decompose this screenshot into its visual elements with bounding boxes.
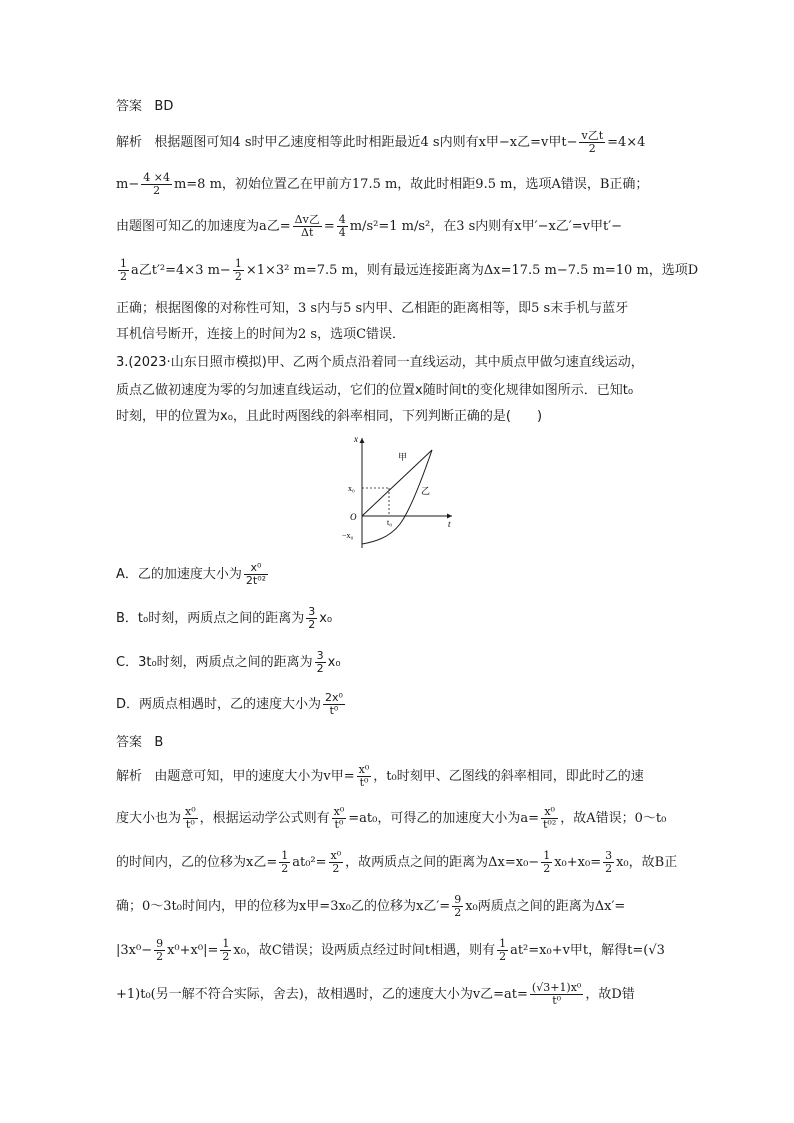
fraction (452, 894, 463, 919)
t-axis-label: t (448, 519, 451, 529)
frac-den: 2 (605, 862, 613, 875)
text: 正确；根据图像的对称性可知，3 s内与5 s内甲、乙相距的距离相等，即5 s末手机与蓝牙 (116, 301, 629, 316)
x-axis-arrow-icon (360, 438, 365, 443)
text: a乙t′²=4×3 m− (131, 263, 231, 278)
text: 的时间内，乙的位移为x乙= (116, 855, 278, 870)
frac-den: 2 (543, 862, 551, 875)
option-d[interactable] (116, 692, 347, 717)
analysis-1-text-1-tail: =4×4 (607, 135, 646, 150)
frac-den: 4 (338, 226, 346, 239)
text: ，根据运动学公式则有 (199, 811, 330, 826)
frac-den: 2 (588, 142, 596, 155)
frac-num: x⁰ (185, 805, 196, 818)
text: 3.(2023·山东日照市模拟)甲、乙两个质点沿着同一直线运动，其中质点甲做匀速直线运动， (116, 355, 644, 370)
text: 耳机信号断开，连接上的时间为2 s，选项C错误． (116, 327, 406, 342)
frac-den: t⁰² (543, 818, 557, 831)
question-3-line-3 (116, 408, 682, 426)
analysis-1-line-5 (116, 300, 682, 318)
origin-label: O (350, 512, 357, 522)
fraction (579, 130, 605, 155)
frac-num: 1 (120, 257, 127, 270)
answer-1-label: 答案 (116, 99, 143, 114)
answer-1-line (116, 98, 682, 116)
frac-den: t⁰ (359, 776, 369, 789)
text: ，故两质点之间的距离为Δx=x₀− (345, 855, 540, 870)
frac-den: 2 (153, 184, 161, 197)
frac-den: 2 (281, 862, 289, 875)
frac-den: 2 (454, 906, 462, 919)
fraction (233, 258, 244, 283)
frac-den: 2 (499, 950, 507, 963)
text: x₀，故C错误；设两质点经过时间t相遇，则有 (233, 943, 496, 958)
text: m− (116, 177, 140, 192)
option-a[interactable] (116, 562, 270, 587)
analysis-2-line-2 (116, 806, 682, 831)
frac-num: x⁰ (358, 763, 370, 776)
position-time-graph (340, 432, 456, 550)
text: x₀+x₀= (554, 855, 602, 870)
text: = (323, 219, 335, 234)
fraction (244, 562, 268, 587)
frac-num: 9 (454, 893, 462, 906)
frac-num: 4 (338, 213, 346, 226)
fraction (220, 938, 231, 963)
text: m/s²=1 m/s²，在3 s内则有x甲′−x乙′=v甲t′− (349, 219, 623, 234)
frac-den: 2 (332, 862, 340, 875)
analysis-1-line-6 (116, 326, 682, 344)
frac-num: 1 (281, 849, 289, 862)
analysis-2-line-1 (116, 764, 682, 789)
frac-den: 2 (316, 662, 324, 675)
analysis-2-label: 解析 (116, 769, 143, 784)
text: x₀，故B正 (616, 855, 678, 870)
frac-den: 2 (120, 270, 127, 283)
fraction (118, 258, 129, 283)
option-d-label: D．两质点相遇时，乙的速度大小为 (116, 697, 322, 712)
answer-1-value: BD (154, 99, 174, 114)
x0-label: x₀ (348, 484, 355, 493)
fraction (293, 214, 322, 239)
frac-num: x⁰ (541, 806, 558, 819)
fraction (541, 850, 552, 875)
frac-den: Δt (301, 226, 314, 239)
frac-num: 2x⁰ (325, 691, 343, 704)
option-b[interactable] (116, 606, 332, 631)
option-c[interactable] (116, 650, 341, 675)
frac-den: 2t⁰² (245, 574, 267, 587)
analysis-1-line-4 (116, 257, 699, 283)
fraction (332, 806, 347, 831)
frac-num: 4 ×4 (143, 171, 170, 184)
text: 确；0～3t₀时间内，甲的位移为x甲=3x₀乙的位移为x乙′= (116, 899, 451, 914)
fraction (603, 850, 614, 875)
frac-num: 3 (605, 849, 613, 862)
text: x⁰+x⁰|= (167, 943, 219, 958)
text: =at₀，可得乙的加速度大小为a= (348, 811, 540, 826)
fraction (183, 806, 198, 831)
frac-den: t⁰ (329, 704, 339, 717)
frac-den: 2 (222, 950, 230, 963)
fraction (337, 214, 348, 239)
text: ×1×3² m=7.5 m，则有最远连接距离为Δx=17.5 m−7.5 m=10 m，选项D (245, 263, 699, 278)
curve-yi (362, 450, 432, 544)
x-axis-label: x (354, 434, 358, 444)
frac-num: (√3+1)x⁰ (531, 981, 582, 994)
analysis-1-label: 解析 (116, 135, 143, 150)
analysis-2-line-4 (116, 894, 682, 919)
question-3-line-2 (116, 382, 682, 400)
analysis-1-line-2 (116, 172, 682, 197)
t-axis-arrow-icon (447, 514, 452, 519)
frac-den: 2 (308, 618, 316, 631)
fraction (497, 938, 508, 963)
frac-num: 1 (499, 937, 507, 950)
frac-num: v乙t (581, 129, 604, 142)
fraction (279, 850, 290, 875)
jia-label: 甲 (398, 453, 408, 463)
answer-2-label: 答案 (116, 735, 143, 750)
text: x₀ (327, 655, 341, 670)
text: m=8 m，初始位置乙在甲前方17.5 m，故此时相距9.5 m，选项A错误，B正确； (173, 177, 649, 192)
fraction (306, 606, 317, 631)
analysis-1-line-1 (116, 130, 682, 155)
analysis-2-line-5 (116, 938, 682, 963)
text: 由题意可知，甲的速度大小为v甲= (154, 769, 355, 784)
frac-num: x⁰ (330, 849, 342, 862)
t0-label: t₀ (387, 518, 393, 527)
text: at₀²= (292, 855, 327, 870)
line-jia (362, 450, 432, 516)
yi-label: 乙 (421, 487, 431, 497)
fraction (154, 938, 165, 963)
frac-den: t⁰ (552, 994, 562, 1007)
frac-num: 1 (234, 257, 242, 270)
text: ，故D错 (585, 987, 635, 1002)
frac-num: x⁰ (333, 805, 345, 818)
frac-num: 1 (222, 937, 230, 950)
frac-num: Δv乙 (294, 213, 320, 226)
answer-2-line (116, 734, 682, 752)
neg-x0-label: −x₀ (342, 531, 354, 540)
frac-den: t⁰ (334, 818, 344, 831)
fraction (357, 764, 372, 789)
text: 由题图可知乙的加速度为a乙= (116, 219, 291, 234)
text: ，t₀时刻甲、乙图线的斜率相同，即此时乙的速 (373, 769, 644, 784)
text: x₀ (319, 611, 333, 626)
answer-2-value: B (154, 735, 164, 750)
frac-den: 2 (156, 950, 164, 963)
frac-num: 3 (316, 649, 324, 662)
text: 度大小也为 (116, 811, 182, 826)
text: at²=x₀+v甲t，解得t=(√3 (510, 943, 665, 958)
text: 质点乙做初速度为零的匀加速直线运动，它们的位置x随时间t的变化规律如图所示．已知t₀ (116, 383, 634, 398)
text: |3x⁰− (116, 943, 153, 958)
fraction (329, 850, 344, 875)
option-a-label: A．乙的加速度大小为 (116, 567, 242, 582)
analysis-2-line-6 (116, 982, 682, 1007)
frac-num: 3 (308, 605, 316, 618)
analysis-2-line-3 (116, 850, 682, 875)
analysis-1-text-1: 根据题图可知4 s时甲乙速度相等此时相距最近4 s内则有x甲−x乙=v甲t− (154, 135, 578, 150)
text: 时刻，甲的位置为x₀，且此时两图线的斜率相同，下列判断正确的是( ) (116, 409, 543, 424)
text: x₀两质点之间的距离为Δx′= (465, 899, 626, 914)
frac-den: 2 (234, 270, 242, 283)
frac-num: 1 (543, 849, 551, 862)
text: +1)t₀(另一解不符合实际，舍去)，故相遇时，乙的速度大小为v乙=at= (116, 987, 528, 1002)
fraction (530, 982, 583, 1007)
option-b-label: B．t₀时刻，两质点之间的距离为 (116, 611, 305, 626)
frac-num: x⁰ (244, 562, 268, 575)
frac-den: t⁰ (185, 818, 195, 831)
fraction (541, 806, 558, 831)
fraction (315, 650, 326, 675)
text: ，故A错误；0～t₀ (560, 811, 667, 826)
frac-num: 9 (156, 937, 164, 950)
fraction (141, 172, 172, 197)
option-c-label: C．3t₀时刻，两质点之间的距离为 (116, 655, 313, 670)
fraction (323, 692, 345, 717)
question-3-line-1 (116, 354, 682, 372)
analysis-1-line-3 (116, 214, 682, 239)
